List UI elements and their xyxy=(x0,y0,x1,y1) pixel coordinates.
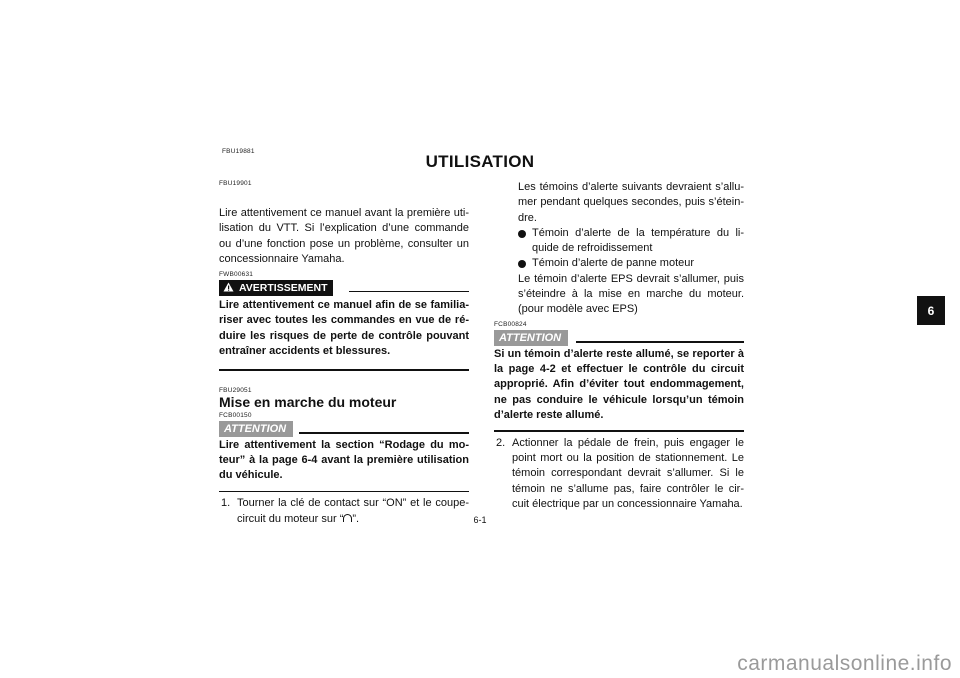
warning-code: FWB00631 xyxy=(219,271,254,279)
attention1-header-rule xyxy=(299,432,469,434)
left-column xyxy=(219,180,469,527)
watermark: carmanualsonline.info xyxy=(737,652,952,675)
attention2-header xyxy=(494,328,744,345)
page-title: UTILISATION xyxy=(425,152,535,171)
warning-header-rule xyxy=(349,291,469,293)
section-code: FBU29051 xyxy=(219,386,252,394)
step-2 xyxy=(494,436,744,512)
step-1-number: 1. xyxy=(221,497,231,510)
right-column xyxy=(494,180,744,512)
warning-badge xyxy=(219,280,333,296)
warning-text: Lire attentivement ce manuel afin de se familia-riser avec toutes les commandes en vue de ré-duire les risques de perte de contrôle pouvant entraîner accidents et blessures. xyxy=(219,299,469,358)
step-1-text: Tourner la clé de contact sur “ON” et le coupe-circuit du moteur sur “ xyxy=(237,497,469,525)
title-code: FBU19881 xyxy=(222,148,255,155)
attention1-end-rule xyxy=(219,491,469,493)
attention1-badge: ATTENTION xyxy=(219,421,293,437)
eps-text: Le témoin d’alerte EPS devrait s’allumer, puis s’éteindre à la mise en marche du moteur. (pour modèle avec EPS) xyxy=(518,272,744,316)
bullet-coolant-text: Témoin d’alerte de la température du li-quide de refroidissement xyxy=(532,226,744,255)
attention2-code: FCB00824 xyxy=(494,320,527,328)
attention1-code: FCB00150 xyxy=(219,411,252,419)
intro-code: FBU19901 xyxy=(219,180,252,187)
step-2-number: 2. xyxy=(496,436,506,449)
bullet-coolant xyxy=(518,226,744,257)
attention2-text: Si un témoin d’alerte reste allumé, se reporter à la page 4-2 et effectuer le contrôle du circuit approprié. Afin d’éviter tout endommagement, ne pas conduire le véhicule lorsqu’un témoin d’alerte reste allumé. xyxy=(494,347,744,421)
attention1-header xyxy=(219,419,469,436)
attention2-end-rule xyxy=(494,430,744,432)
warning-triangle-icon xyxy=(223,282,234,296)
step-2-text: Actionner la pédale de frein, puis engager le point mort ou la position de stationnement. Le témoin correspondant devrait s’allumer. Si le témoin ne s’allume pas, faire contrôler le cir-cuit électrique par un concessionnaire Yamaha. xyxy=(512,436,744,510)
attention1-text: Lire attentivement la section “Rodage du mo-teur” à la page 6-4 avant la première utilisation du véhicule. xyxy=(219,438,469,482)
attention2-badge: ATTENTION xyxy=(494,330,568,346)
warning-label: AVERTISSEMENT xyxy=(239,282,328,295)
page-number: 6-1 xyxy=(473,515,487,525)
step-1-text-end: ”. xyxy=(352,512,360,525)
bullet-dot-icon xyxy=(518,260,526,268)
right-intro-text: Les témoins d’alerte suivants devraient s’allu-mer pendant quelques secondes, puis s’étein-dre. xyxy=(518,181,744,224)
warning-end-rule xyxy=(219,369,469,371)
bullet-engine-text: Témoin d’alerte de panne moteur xyxy=(532,257,695,270)
bullet-dot-icon xyxy=(518,230,526,238)
intro-text: Lire attentivement ce manuel avant la première uti-lisation du VTT. Si l’explication d’une commande ou d’une fonction pose un problème, consulter un concessionnaire Yamaha. xyxy=(219,207,469,265)
chapter-tab: 6 xyxy=(917,296,945,325)
warning-header xyxy=(219,278,469,294)
section-title: Mise en marche du moteur xyxy=(219,393,397,410)
attention2-header-rule xyxy=(576,341,744,343)
bullet-engine xyxy=(518,256,744,271)
